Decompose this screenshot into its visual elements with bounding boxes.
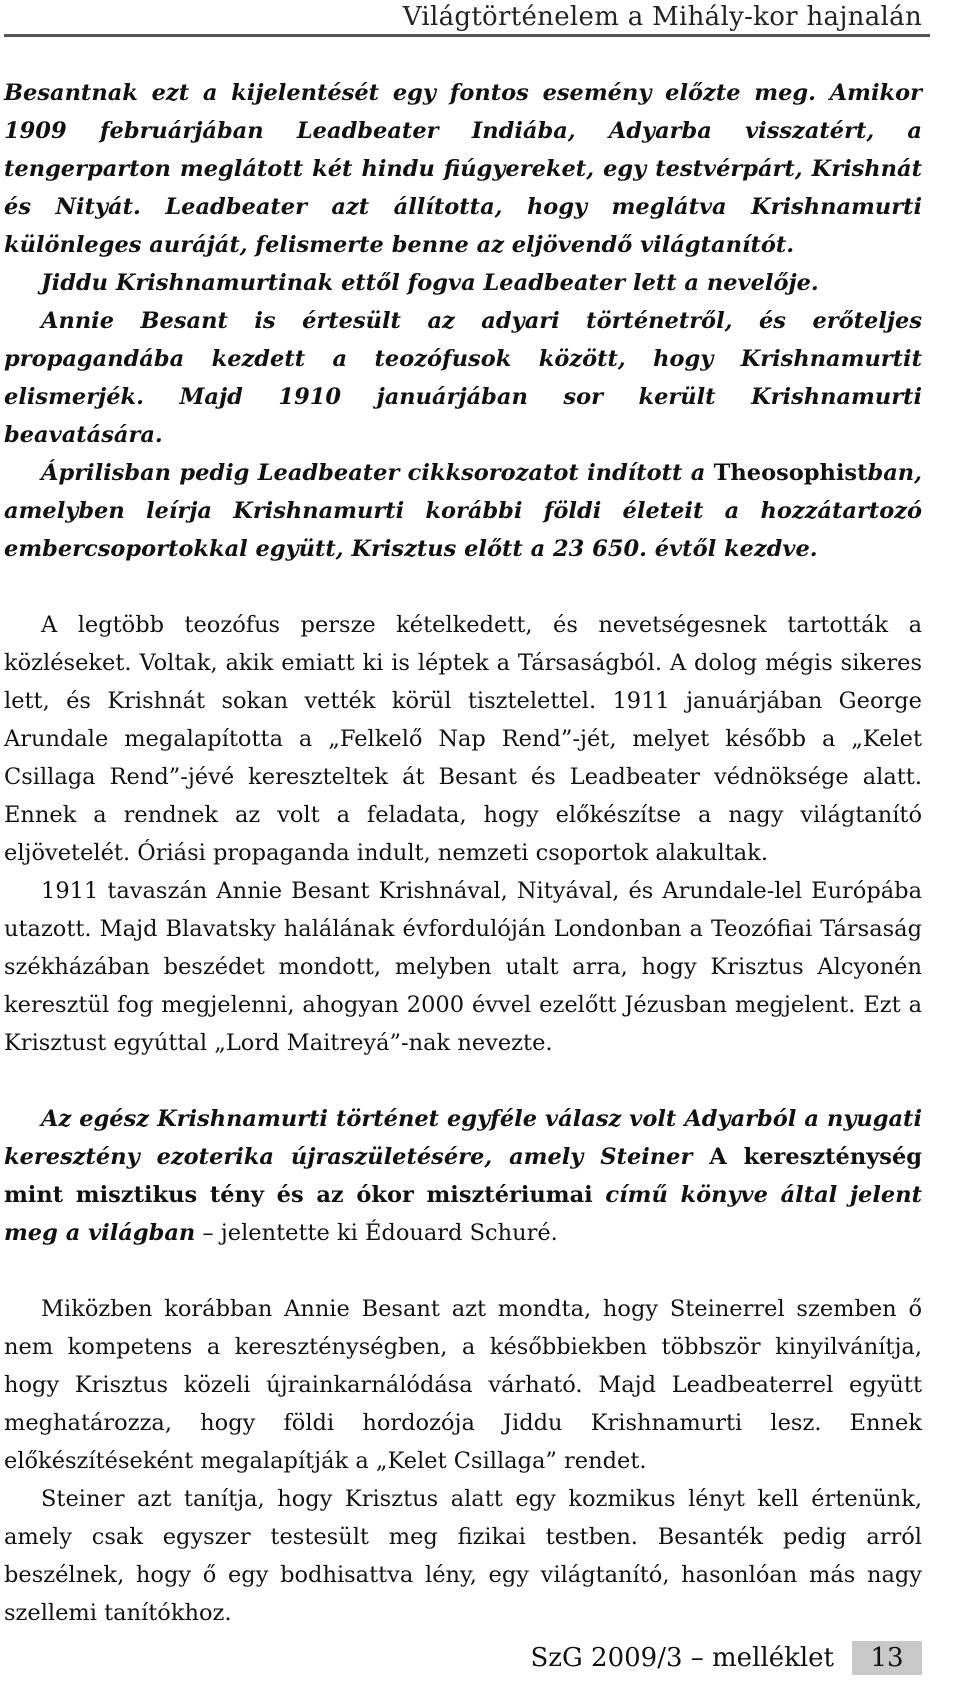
intro-paragraph-2: Jiddu Krishnamurtinak ettől fogva Leadbeater lett a nevelője. <box>41 270 819 296</box>
quote-end: című könyve által jelent meg a világban <box>4 1182 922 1246</box>
section-spacer <box>4 1062 922 1100</box>
intro-paragraph-4 <box>4 454 922 568</box>
intro-paragraph-4-start: Áprilisban pedig Leadbeater cikksorozatot indított a <box>41 460 714 486</box>
quote-paragraph <box>4 1100 922 1252</box>
page-number-badge: 13 <box>852 1641 922 1675</box>
quote-attribution: – jelentette ki Édouard Schuré. <box>195 1220 558 1246</box>
quote-start: Az egész Krishnamurti történet egyféle válasz volt Adyarból a nyugati keresztény ezoterika újraszületésére, amely Steiner <box>4 1106 922 1170</box>
intro-paragraph-1: Besantnak ezt a kijelentését egy fontos esemény előzte meg. Amikor 1909 februárjában Leadbeater Indiába, Adyarba visszatért, a tengerparton meglátott két hindu fiúgyereket, egy testvérpárt, Krishnát és Nityát. Leadbeater azt állította, hogy meglátva Krishnamurti különleges auráját, felismerte benne az eljövendő világtanítót. <box>4 80 922 258</box>
page-footer <box>530 1641 922 1675</box>
body-paragraph-3: Miközben korábban Annie Besant azt mondta, hogy Steinerrel szemben ő nem kompetens a kereszténységben, a későbbiekben többször kinyilvánítja, hogy Krisztus közeli újrainkarnálódása várható. Majd Leadbeaterrel együtt meghatározza, hogy földi hordozója Jiddu Krishnamurti lesz. Ennek előkészítéseként megalapítják a „Kelet Csillaga” rendet. <box>4 1296 922 1474</box>
intro-paragraph-4-end: ban, amelyben leírja Krishnamurti korábbi földi életeit a hozzátartozó embercsoportokkal együtt, Krisztus előtt a 23 650. évtől kezdve. <box>4 460 922 562</box>
body-paragraph-1: A legtöbb teozófus persze kételkedett, és nevetségesnek tartották a közléseket. Voltak, akik emiatt ki is léptek a Társaságból. A dolog mégis sikeres lett, és Krishnát sokan vették körül tisztelettel. 1911 januárjában George Arundale megalapította a „Felkelő Nap Rend”-jét, melyet később a „Kelet Csillaga Rend”-jévé kereszteltek át Besant és Leadbeater védnöksége alatt. Ennek a rendnek az volt a feladata, hogy előkészítse a nagy világtanító eljövetelét. Óriási propaganda indult, nemzeti csoportok alakultak. <box>4 612 922 866</box>
page-body <box>4 74 922 1632</box>
journal-title-theosophist: Theosophist <box>713 460 868 486</box>
intro-paragraph-3: Annie Besant is értesült az adyari történetről, és erőteljes propagandába kezdett a teozófusok között, hogy Krishnamurtit elismerjék. Majd 1910 januárjában sor került Krishnamurti beavatására. <box>4 308 922 448</box>
section-spacer <box>4 1252 922 1290</box>
body-paragraph-2: 1911 tavaszán Annie Besant Krishnával, Nityával, és Arundale-lel Európába utazott. Majd Blavatsky halálának évfordulóján Londonban a Teozófiai Társaság székházában beszédet mondott, melyben utalt arra, hogy Krisztus Alcyonén keresztül fog megjelenni, ahogyan 2000 évvel ezelőtt Jézusban megjelent. Ezt a Krisztust egyúttal „Lord Maitreyá”-nak nevezte. <box>4 878 922 1056</box>
footer-publication-label: SzG 2009/3 – melléklet <box>530 1643 834 1673</box>
body-paragraph-4: Steiner azt tanítja, hogy Krisztus alatt egy kozmikus lényt kell értenünk, amely csak egyszer testesült meg fizikai testben. Besanték pedig arról beszélnek, hogy ő egy bodhisattva lény, egy világtanító, hasonlóan más nagy szellemi tanítókhoz. <box>4 1486 922 1626</box>
section-spacer <box>4 568 922 606</box>
header-divider <box>4 34 930 37</box>
book-title: A kereszténység mint misztikus tény és az ókor misztériumai <box>4 1144 922 1208</box>
running-header-title: Világtörténelem a Mihály-kor hajnalán <box>402 2 922 32</box>
